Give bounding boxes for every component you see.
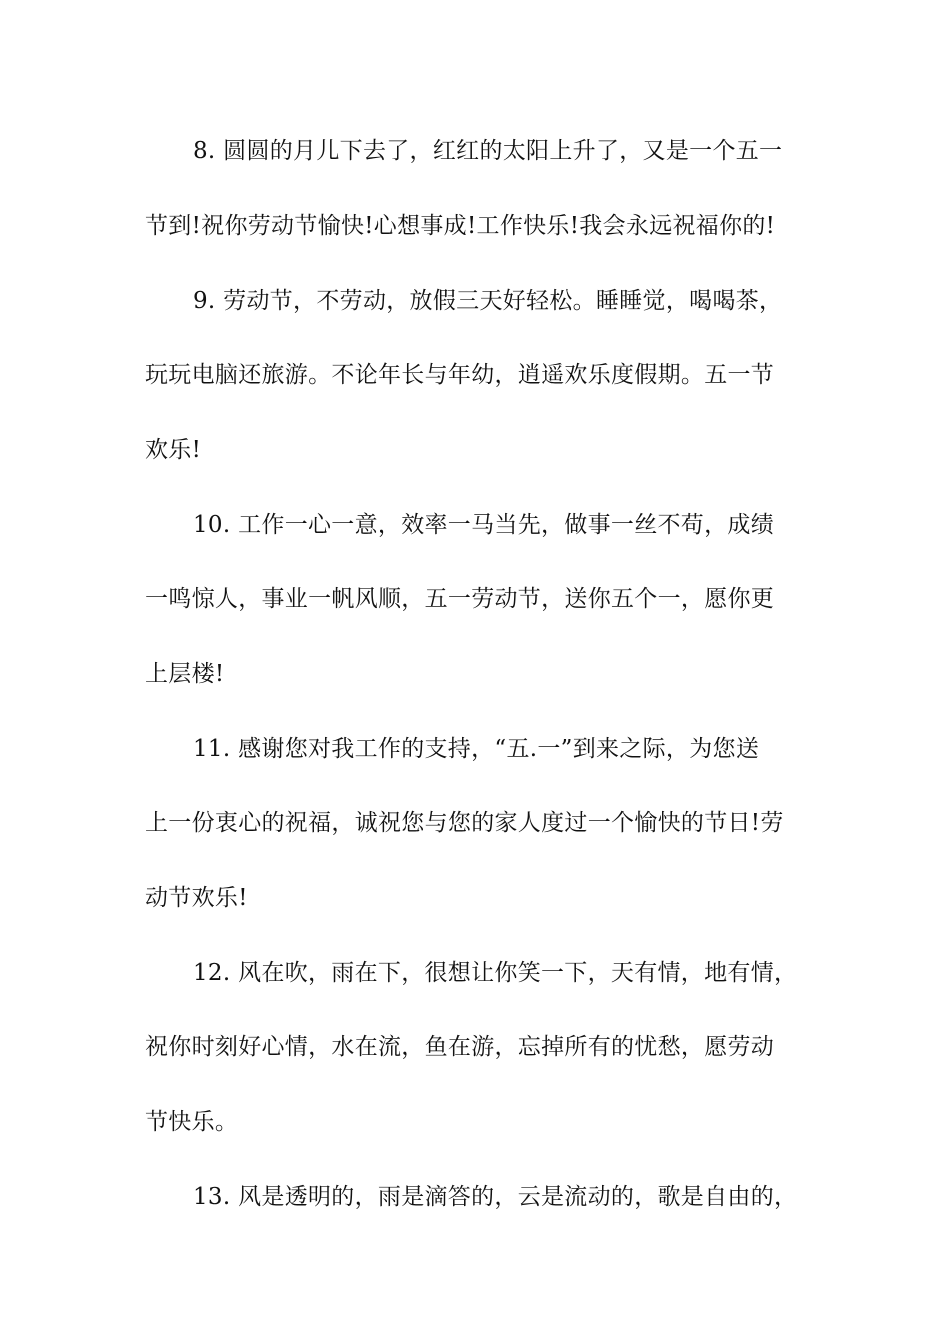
text-line: 祝你时刻好心情，水在流，鱼在游，忘掉所有的忧愁，愿劳动 [145, 1034, 775, 1060]
text-line-item-8-start: 8. 圆圆的月儿下去了，红红的太阳上升了，又是一个五一 [193, 138, 783, 164]
text-line: 玩玩电脑还旅游。不论年长与年幼，逍遥欢乐度假期。五一节 [145, 362, 775, 388]
text-line-item-13-start: 13. 风是透明的，雨是滴答的，云是流动的，歌是自由的， [193, 1184, 798, 1210]
text-line: 上一份衷心的祝福，诚祝您与您的家人度过一个愉快的节日!劳 [145, 810, 784, 836]
text-line: 节快乐。 [145, 1109, 239, 1135]
text-line: 上层楼! [145, 661, 225, 687]
text-line: 一鸣惊人，事业一帆风顺，五一劳动节，送你五个一，愿你更 [145, 586, 775, 612]
text-line: 节到!祝你劳动节愉快!心想事成!工作快乐!我会永远祝福你的! [145, 213, 776, 239]
text-line-item-10-start: 10. 工作一心一意，效率一马当先，做事一丝不苟，成绩 [193, 512, 774, 538]
text-line: 欢乐! [145, 437, 202, 463]
text-line: 动节欢乐! [145, 885, 248, 911]
text-line-item-9-start: 9. 劳动节，不劳动，放假三天好轻松。睡睡觉，喝喝茶， [193, 288, 783, 314]
text-line-item-12-start: 12. 风在吹，雨在下，很想让你笑一下，天有情，地有情， [193, 960, 798, 986]
text-line-item-11-start: 11. 感谢您对我工作的支持，“五.一”到来之际，为您送 [193, 736, 760, 762]
